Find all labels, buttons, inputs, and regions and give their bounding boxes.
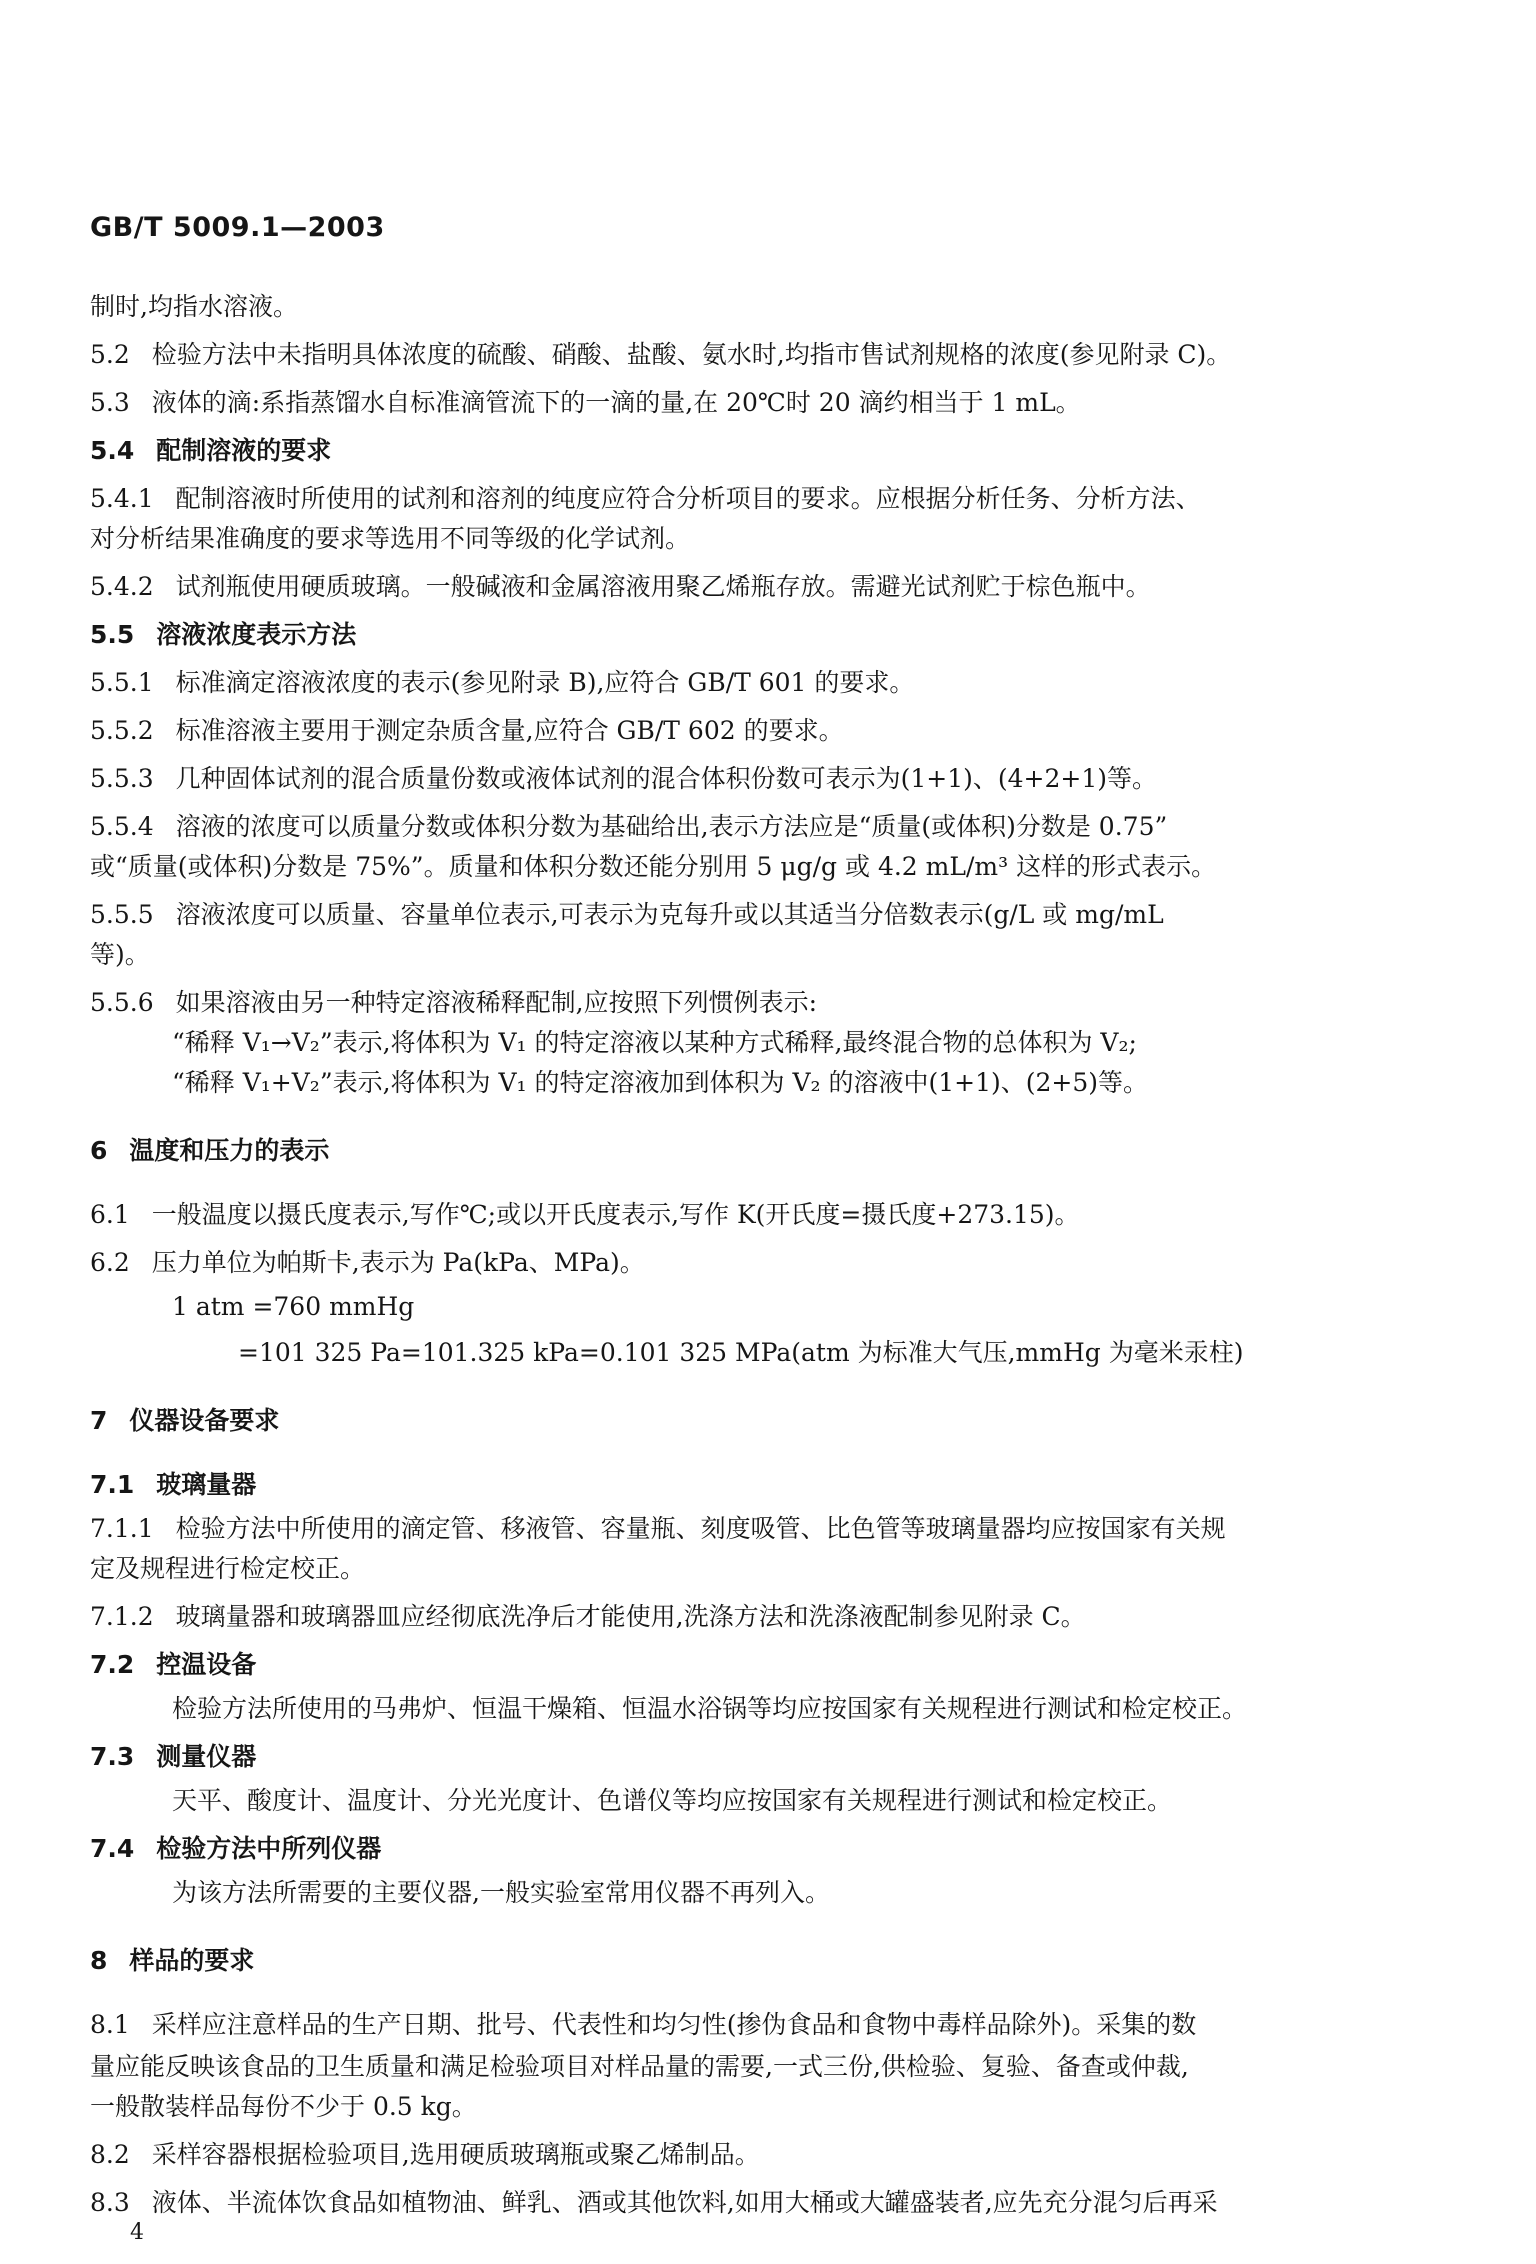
clause-number: 7.4 <box>90 1834 135 1863</box>
text-line <box>90 1784 1420 1818</box>
clause-text: 检验方法中未指明具体浓度的硫酸、硝酸、盐酸、氨水时,均指市售试剂规格的浓度(参见附录 C)。 <box>151 340 1232 369</box>
clause-text: 检验方法所使用的马弗炉、恒温干燥箱、恒温水浴锅等均应按国家有关规程进行测试和检定校正。 <box>172 1694 1248 1723</box>
section-heading <box>90 434 1420 468</box>
heading-text: 测量仪器 <box>156 1742 257 1771</box>
page-number: 4 <box>130 2220 144 2245</box>
clause-number: 5.4.1 <box>90 484 154 513</box>
clause-line <box>90 2008 1420 2042</box>
clause-text: 几种固体试剂的混合质量份数或液体试剂的混合体积份数可表示为(1+1)、(4+2+1)等。 <box>175 764 1158 793</box>
heading-text: 检验方法中所列仪器 <box>156 1834 382 1863</box>
clause-text: 标准溶液主要用于测定杂质含量,应符合 GB/T 602 的要求。 <box>175 716 844 745</box>
clause-line <box>90 762 1420 796</box>
heading-text: 仪器设备要求 <box>129 1406 280 1435</box>
clause-number: 5.5.3 <box>90 764 154 793</box>
clause-number: 7.3 <box>90 1742 135 1771</box>
heading-text: 样品的要求 <box>129 1946 255 1975</box>
clause-text: 如果溶液由另一种特定溶液稀释配制,应按照下列惯例表示: <box>175 988 817 1017</box>
clause-text: 对分析结果准确度的要求等选用不同等级的化学试剂。 <box>90 524 691 553</box>
clause-text: 采样容器根据检验项目,选用硬质玻璃瓶或聚乙烯制品。 <box>151 2140 760 2169</box>
clause-text: 量应能反映该食品的卫生质量和满足检验项目对样品量的需要,一式三份,供检验、复验、备查或仲裁, <box>90 2052 1189 2081</box>
clause-text: 试剂瓶使用硬质玻璃。一般碱液和金属溶液用聚乙烯瓶存放。需避光试剂贮于棕色瓶中。 <box>175 572 1151 601</box>
section-heading <box>90 618 1420 652</box>
clause-number: 6 <box>90 1136 108 1165</box>
clause-text: 配制溶液时所使用的试剂和溶剂的纯度应符合分析项目的要求。应根据分析任务、分析方法、 <box>175 484 1201 513</box>
clause-line <box>90 714 1420 748</box>
heading-text: 温度和压力的表示 <box>129 1136 330 1165</box>
clause-text: 为该方法所需要的主要仪器,一般实验室常用仪器不再列入。 <box>172 1878 830 1907</box>
clause-text: 一般温度以摄氏度表示,写作℃;或以开氏度表示,写作 K(开氏度=摄氏度+273.15)。 <box>151 1200 1080 1229</box>
clause-number: 8.3 <box>90 2188 130 2217</box>
text-line <box>90 290 1420 324</box>
clause-text: “稀释 V₁→V₂”表示,将体积为 V₁ 的特定溶液以某种方式稀释,最终混合物的总体积为 V₂; <box>172 1028 1137 1057</box>
clause-number: 5.5 <box>90 620 135 649</box>
clause-line <box>90 1512 1420 1546</box>
clause-text: 采样应注意样品的生产日期、批号、代表性和均匀性(掺伪食品和食物中毒样品除外)。采集的数 <box>151 2010 1197 2039</box>
text-line <box>90 1066 1420 1100</box>
clause-text: 等)。 <box>90 940 150 969</box>
clause-number: 7.1 <box>90 1470 135 1499</box>
section-heading <box>90 1832 1420 1866</box>
standard-code: GB/T 5009.1—2003 <box>90 212 385 243</box>
clause-number: 6.2 <box>90 1248 130 1277</box>
clause-text: 或“质量(或体积)分数是 75%”。质量和体积分数还能分别用 5 μg/g 或 4.2 mL/m³ 这样的形式表示。 <box>90 852 1217 881</box>
text-line <box>90 938 1420 972</box>
clause-text: 压力单位为帕斯卡,表示为 Pa(kPa、MPa)。 <box>151 1248 645 1277</box>
section-heading <box>90 1468 1420 1502</box>
section-heading <box>90 1648 1420 1682</box>
clause-number: 5.4.2 <box>90 572 154 601</box>
text-line <box>90 2050 1420 2084</box>
clause-number: 7.1.2 <box>90 1602 154 1631</box>
clause-line <box>90 2138 1420 2172</box>
clause-text: 标准滴定溶液浓度的表示(参见附录 B),应符合 GB/T 601 的要求。 <box>175 668 915 697</box>
clause-line <box>90 386 1420 420</box>
text-line <box>90 1552 1420 1586</box>
text-line <box>90 1336 1420 1370</box>
clause-text: “稀释 V₁+V₂”表示,将体积为 V₁ 的特定溶液加到体积为 V₂ 的溶液中(1+1)、(2+5)等。 <box>172 1068 1149 1097</box>
clause-line <box>90 1600 1420 1634</box>
text-line <box>90 522 1420 556</box>
clause-number: 7.2 <box>90 1650 135 1679</box>
clause-line <box>90 666 1420 700</box>
clause-number: 6.1 <box>90 1200 130 1229</box>
clause-line <box>90 338 1420 372</box>
clause-text: 溶液的浓度可以质量分数或体积分数为基础给出,表示方法应是“质量(或体积)分数是 0.75” <box>175 812 1168 841</box>
clause-number: 5.5.5 <box>90 900 154 929</box>
heading-text: 配制溶液的要求 <box>156 436 332 465</box>
clause-line <box>90 2186 1420 2220</box>
clause-number: 8.2 <box>90 2140 130 2169</box>
clause-text: 液体的滴:系指蒸馏水自标准滴管流下的一滴的量,在 20℃时 20 滴约相当于 1 mL。 <box>151 388 1081 417</box>
clause-text: 溶液浓度可以质量、容量单位表示,可表示为克每升或以其适当分倍数表示(g/L 或 mg/mL <box>175 900 1164 929</box>
clause-text: 检验方法中所使用的滴定管、移液管、容量瓶、刻度吸管、比色管等玻璃量器均应按国家有关规 <box>175 1514 1226 1543</box>
clause-text: 玻璃量器和玻璃器皿应经彻底洗净后才能使用,洗涤方法和洗涤液配制参见附录 C。 <box>175 1602 1086 1631</box>
text-line <box>90 850 1420 884</box>
section-heading <box>90 1740 1420 1774</box>
clause-number: 5.5.2 <box>90 716 154 745</box>
clause-number: 7 <box>90 1406 108 1435</box>
text-line <box>90 2090 1420 2124</box>
section-heading <box>90 1404 1420 1438</box>
clause-number: 5.5.4 <box>90 812 154 841</box>
clause-number: 5.4 <box>90 436 135 465</box>
clause-number: 5.5.1 <box>90 668 154 697</box>
clause-text: 一般散装样品每份不少于 0.5 kg。 <box>90 2092 477 2121</box>
clause-text: 1 atm =760 mmHg <box>172 1292 415 1321</box>
text-line <box>90 1290 1420 1324</box>
clause-line <box>90 810 1420 844</box>
clause-number: 5.2 <box>90 340 130 369</box>
clause-text: 液体、半流体饮食品如植物油、鲜乳、酒或其他饮料,如用大桶或大罐盛装者,应先充分混匀后再采 <box>151 2188 1218 2217</box>
clause-number: 7.1.1 <box>90 1514 154 1543</box>
heading-text: 溶液浓度表示方法 <box>156 620 357 649</box>
clause-line <box>90 1246 1420 1280</box>
clause-line <box>90 570 1420 604</box>
heading-text: 玻璃量器 <box>156 1470 257 1499</box>
heading-text: 控温设备 <box>156 1650 257 1679</box>
text-line <box>90 1026 1420 1060</box>
clause-number: 8.1 <box>90 2010 130 2039</box>
clause-line <box>90 482 1420 516</box>
document-body <box>90 290 1420 2220</box>
text-line <box>90 1876 1420 1910</box>
clause-number: 5.5.6 <box>90 988 154 1017</box>
text-line <box>90 1692 1420 1726</box>
clause-line <box>90 898 1420 932</box>
clause-text: 定及规程进行检定校正。 <box>90 1554 366 1583</box>
clause-number: 5.3 <box>90 388 130 417</box>
clause-text: 天平、酸度计、温度计、分光光度计、色谱仪等均应按国家有关规程进行测试和检定校正。 <box>172 1786 1173 1815</box>
clause-number: 8 <box>90 1946 108 1975</box>
clause-line <box>90 1198 1420 1232</box>
section-heading <box>90 1944 1420 1978</box>
clause-text: 制时,均指水溶液。 <box>90 292 298 321</box>
clause-text: =101 325 Pa=101.325 kPa=0.101 325 MPa(atm 为标准大气压,mmHg 为毫米汞柱) <box>238 1338 1244 1367</box>
section-heading <box>90 1134 1420 1168</box>
clause-line <box>90 986 1420 1020</box>
